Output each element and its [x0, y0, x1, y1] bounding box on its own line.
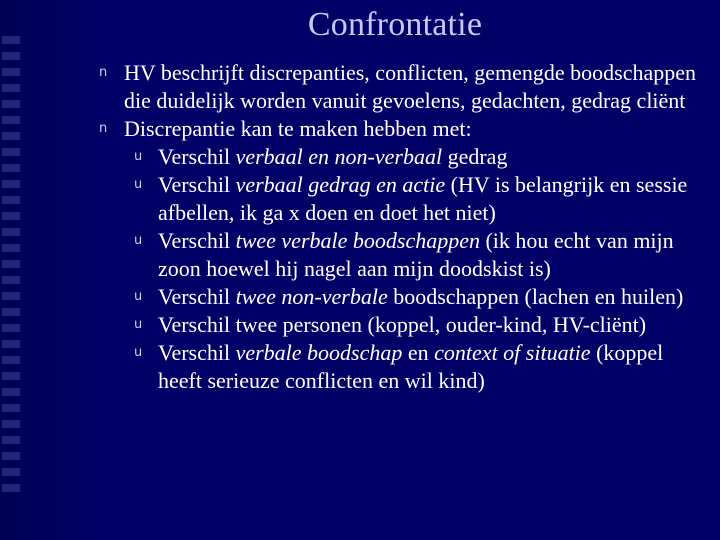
sub-bullet-glyph: u	[134, 177, 143, 192]
bullet-glyph: n	[99, 121, 108, 136]
sub-bullet-text: (HV is belangrijk en sessie afbellen, ik ga x doen en doet het niet)	[158, 172, 688, 225]
sub-bullet-emphasis: verbale boodschap	[235, 340, 403, 365]
decorative-pattern	[2, 36, 20, 496]
sub-bullet-text: (ik hou echt van mijn zoon hoewel hij nagel aan mijn doodskist is)	[158, 228, 674, 281]
sub-bullet-item	[96, 227, 704, 283]
sub-bullet-text: Verschil	[158, 172, 236, 197]
sub-bullet-text: Verschil	[158, 228, 236, 253]
sub-bullet-glyph: u	[134, 317, 143, 332]
sub-bullet-emphasis: twee non-verbale	[235, 284, 388, 309]
sub-bullet-item	[96, 143, 704, 171]
bullet-item	[96, 59, 704, 115]
sub-bullet-glyph: u	[134, 289, 143, 304]
sub-bullet-text: boodschappen (lachen en huilen)	[387, 284, 684, 309]
sub-bullet-text: en	[402, 340, 435, 365]
sub-bullet-emphasis: verbaal gedrag en actie	[235, 172, 446, 197]
sub-bullet-text: Verschil	[158, 144, 236, 169]
sub-bullet-text: Verschil	[158, 340, 236, 365]
sub-bullet-item	[96, 311, 704, 339]
sub-bullet-text: (koppel heeft serieuze conflicten en wil kind)	[158, 340, 664, 393]
sub-bullet-item	[96, 171, 704, 227]
sub-bullet-emphasis: context of situatie	[434, 340, 591, 365]
sub-bullet-glyph: u	[134, 345, 143, 360]
bullet-text: HV beschrijft discrepanties, conflicten, gemengde boodschappen die duidelijk worden vanuit gevoelens, gedachten, gedrag cliënt	[124, 60, 697, 113]
sub-bullet-emphasis: twee verbale boodschappen	[235, 228, 480, 253]
sub-bullet-item	[96, 283, 704, 311]
sub-bullet-text: gedrag	[442, 144, 508, 169]
sub-bullet-text: Verschil	[158, 284, 236, 309]
sub-bullet-glyph: u	[134, 149, 143, 164]
sub-bullet-item	[96, 339, 704, 395]
sub-bullet-emphasis: verbaal en non-verbaal	[235, 144, 443, 169]
bullet-item	[96, 115, 704, 143]
slide-content	[96, 59, 704, 395]
bullet-text: Discrepantie kan te maken hebben met:	[124, 116, 472, 141]
sub-bullet-text: Verschil twee personen (koppel, ouder-kind, HV-cliënt)	[158, 312, 647, 337]
left-decorative-band	[0, 0, 88, 540]
bullet-glyph: n	[99, 65, 108, 80]
slide-title: Confrontatie	[307, 6, 483, 43]
sub-bullet-glyph: u	[134, 233, 143, 248]
